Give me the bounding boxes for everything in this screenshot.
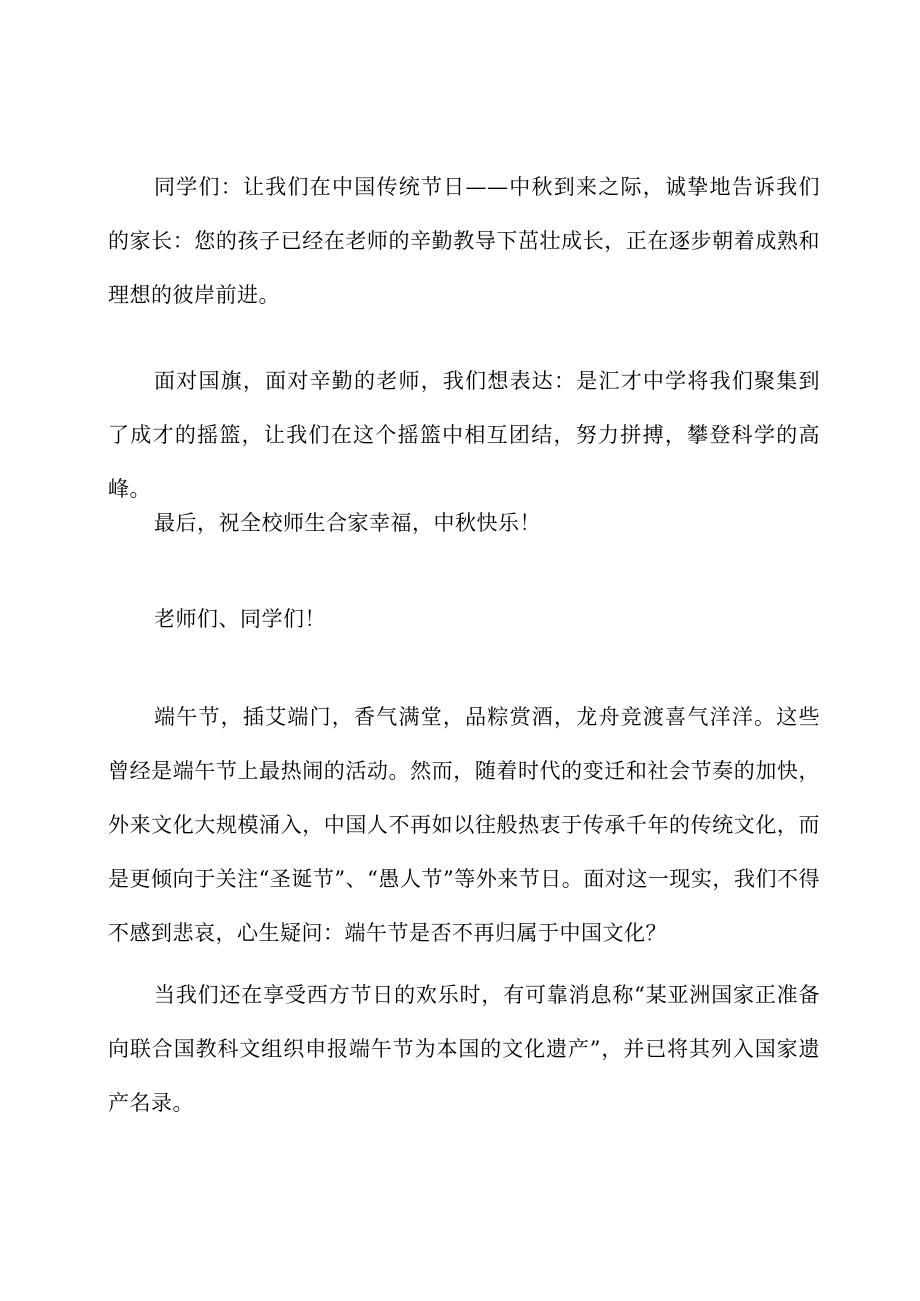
paragraph-flag-and-teachers: 面对国旗，面对辛勤的老师，我们想表达：是汇才中学将我们聚集到了成才的摇篮，让我们在这个摇篮中相互团结，努力拼搏，攀登科学的高峰。 <box>108 369 820 501</box>
paragraph-mid-autumn-greeting: 同学们：让我们在中国传统节日——中秋到来之际，诚挚地告诉我们的家长：您的孩子已经在老师的辛勤教导下茁壮成长，正在逐步朝着成熟和理想的彼岸前进。 <box>108 175 820 307</box>
paragraph-closing-wishes: 最后，祝全校师生合家幸福，中秋快乐！ <box>154 511 541 535</box>
paragraph-heritage-application: 当我们还在享受西方节日的欢乐时，有可靠消息称“某亚洲国家正准备向联合国教科文组织申报端午节为本国的文化遗产”，并已将其列入国家遗产名录。 <box>108 983 820 1115</box>
paragraph-salutation: 老师们、同学们！ <box>154 607 326 631</box>
paragraph-dragon-boat-festival: 端午节，插艾端门，香气满堂，品粽赏酒，龙舟竞渡喜气洋洋。这些曾经是端午节上最热闹的活动。然而，随着时代的变迁和社会节奏的加快，外来文化大规模涌入，中国人不再如以往般热衷于传承千年的传统文化，而是更倾向于关注“圣诞节”、“愚人节”等外来节日。面对这一现实，我们不得不感到悲哀，心生疑问：端午节是否不再归属于中国文化？ <box>108 705 820 945</box>
